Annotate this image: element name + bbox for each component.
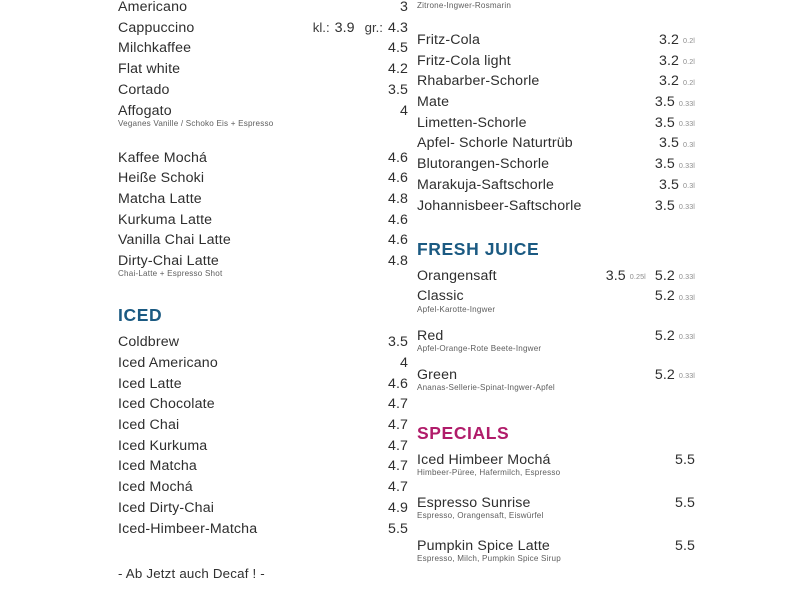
item-subtitle: Espresso, Milch, Pumpkin Spice Sirup: [417, 554, 561, 564]
item-subtitle: Apfel-Karotte-Ingwer: [417, 304, 496, 314]
decaf-footnote: - Ab Jetzt auch Decaf ! -: [118, 565, 265, 581]
spacer: [417, 482, 695, 496]
item-price: 3.5: [387, 334, 408, 351]
price-group: [388, 151, 408, 165]
price-group: [388, 418, 408, 432]
menu-item[interactable]: [118, 233, 408, 247]
item-name: Dirty-Chai Latte: [118, 253, 219, 270]
item-name: Heiße Schoki: [118, 170, 205, 187]
menu-item[interactable]: [417, 54, 695, 68]
item-name: Iced Kurkuma: [118, 437, 208, 454]
price-group: [388, 233, 408, 247]
item-price: 5.5: [674, 494, 695, 511]
item-subtitle: Himbeer-Püree, Hafermilch, Espresso: [417, 467, 561, 477]
item-volume: 0.3l: [683, 139, 695, 149]
item-name: Iced-Himbeer-Matcha: [118, 520, 258, 537]
price-small-group: [606, 269, 646, 283]
item-name: Milchkaffee: [118, 40, 192, 57]
menu-item[interactable]: [118, 459, 408, 473]
menu-item[interactable]: [118, 439, 408, 453]
item-name: Iced Americano: [118, 354, 218, 371]
size-small-label: kl.:: [312, 19, 330, 35]
price-group: [655, 95, 695, 109]
price-group: [400, 104, 408, 118]
item-price: 5.5: [387, 520, 408, 537]
coffee-top-list: [118, 0, 408, 129]
item-name: Rhabarber-Schorle: [417, 73, 540, 90]
menu-item[interactable]: [417, 95, 695, 109]
item-price: 3.5: [658, 135, 679, 152]
price-group: [655, 199, 695, 213]
price-group: [659, 54, 695, 68]
item-price: 3.5: [654, 156, 675, 173]
item-volume: 0.33l: [678, 160, 695, 170]
fresh-juice-list: [417, 269, 695, 393]
item-name: Blutorangen-Schorle: [417, 156, 550, 173]
item-volume: 0.3l: [683, 181, 695, 191]
spacer: [417, 525, 695, 539]
item-volume: 0.33l: [678, 202, 695, 212]
item-price: 4.6: [387, 170, 408, 187]
menu-item[interactable]: [118, 104, 408, 129]
price-group: [388, 377, 408, 391]
item-price: 4.7: [387, 437, 408, 454]
item-volume: 0.2l: [683, 57, 695, 67]
item-volume: 0.33l: [678, 371, 695, 381]
price-group: [388, 459, 408, 473]
item-name: Matcha Latte: [118, 191, 202, 208]
price-group: [388, 397, 408, 411]
item-price: 5.2: [654, 267, 675, 284]
price-group: [388, 480, 408, 494]
item-name: Espresso Sunrise: [417, 494, 531, 511]
item-subtitle: Apfel-Orange-Rote Beete-Ingwer: [417, 343, 542, 353]
specials-list: [417, 453, 695, 564]
item-volume: 0.33l: [678, 292, 695, 302]
price-group: [659, 33, 695, 47]
price-group: [388, 522, 408, 536]
menu-item[interactable]: [417, 74, 695, 88]
item-price: 4.5: [387, 40, 408, 57]
spacer: [118, 283, 408, 305]
menu-item[interactable]: [118, 418, 408, 432]
item-name: Vanilla Chai Latte: [118, 232, 231, 249]
item-price: 3.5: [387, 81, 408, 98]
item-price: 4.9: [387, 499, 408, 516]
item-volume: 0.33l: [678, 272, 695, 282]
item-volume: 0.33l: [678, 332, 695, 342]
menu-item[interactable]: [118, 480, 408, 494]
price-group: [659, 178, 695, 192]
item-name: Cortado: [118, 81, 170, 98]
section-title-iced: ICED: [118, 305, 163, 326]
column-gap: [408, 0, 415, 600]
price-group: [388, 501, 408, 515]
menu-item[interactable]: [118, 62, 408, 76]
menu-item[interactable]: [118, 41, 408, 55]
spacer: [118, 536, 408, 566]
item-name: Iced Latte: [118, 375, 182, 392]
item-name: Iced Chocolate: [118, 396, 215, 413]
menu-item[interactable]: [118, 377, 408, 391]
item-name: Affogato: [118, 102, 172, 119]
item-price: 4.6: [387, 149, 408, 166]
item-name: Marakuja-Saftschorle: [417, 176, 555, 193]
item-name: Flat white: [118, 61, 181, 78]
item-name: Fritz-Cola light: [417, 52, 511, 69]
dual-price-group: [313, 21, 408, 35]
price-large-group: [655, 269, 695, 283]
price-group: [388, 213, 408, 227]
item-price: 4: [400, 102, 408, 119]
menu-item[interactable]: [417, 453, 695, 478]
spacer: [417, 213, 695, 239]
price-group: [388, 41, 408, 55]
item-price: 5.2: [654, 327, 675, 344]
price-group: [388, 192, 408, 206]
item-name: Apfel- Schorle Naturtrüb: [417, 135, 573, 152]
item-name: Orangensaft: [417, 267, 497, 284]
price-group: [675, 496, 695, 510]
menu-item[interactable]: [118, 171, 408, 185]
menu-item[interactable]: [417, 368, 695, 393]
item-volume: 0.2l: [683, 36, 695, 46]
item-price: 3.5: [658, 176, 679, 193]
menu-item[interactable]: [417, 178, 695, 192]
spacer: [417, 397, 695, 423]
price-group: [388, 439, 408, 453]
item-price: 4: [400, 354, 408, 371]
price-large: [365, 21, 408, 35]
item-volume: 0.33l: [678, 119, 695, 129]
size-large-label: gr.:: [364, 19, 383, 35]
price-small: [313, 21, 355, 35]
menu-item[interactable]: [417, 289, 695, 314]
item-name: Limetten-Schorle: [417, 114, 527, 131]
item-name: Fritz-Cola: [417, 31, 480, 48]
menu-item[interactable]: [417, 199, 695, 213]
item-price: 4.7: [387, 479, 408, 496]
item-price: 3.2: [658, 52, 679, 69]
item-subtitle: Veganes Vanille / Schoko Eis + Espresso: [118, 118, 274, 128]
menu-item[interactable]: [417, 33, 695, 47]
price-group: [655, 289, 695, 303]
item-name: Iced Chai: [118, 417, 180, 434]
item-name: Cappuccino: [118, 19, 195, 36]
item-price: 3.5: [654, 197, 675, 214]
menu-item[interactable]: [118, 151, 408, 165]
price-group: [400, 0, 408, 14]
item-name: Green: [417, 366, 458, 383]
price-group: [388, 254, 408, 268]
item-volume-small: 0.25l: [629, 272, 646, 282]
item-name: Red: [417, 327, 444, 344]
price-group: [388, 62, 408, 76]
specialty-drinks-list: [118, 151, 408, 280]
menu-item[interactable]: [118, 213, 408, 227]
menu-item[interactable]: [417, 496, 695, 521]
size-large-price: 4.3: [387, 19, 408, 36]
menu-item[interactable]: [118, 83, 408, 97]
item-price: 5.2: [654, 288, 675, 305]
spacer: [417, 319, 695, 329]
item-subtitle: Chai-Latte + Espresso Shot: [118, 269, 223, 279]
item-name: Mate: [417, 94, 450, 110]
item-subtitle: Espresso, Orangensaft, Eiswürfel: [417, 511, 544, 520]
menu-item[interactable]: [118, 254, 408, 279]
item-price: 4.6: [387, 211, 408, 228]
item-price: 4.6: [387, 375, 408, 392]
item-price: 3.2: [658, 31, 679, 48]
item-price: 3: [400, 0, 408, 15]
item-price: 4.8: [387, 253, 408, 270]
iced-drinks-list: [118, 335, 408, 536]
item-price: 4.8: [387, 191, 408, 208]
price-group: [675, 453, 695, 467]
item-name: Johannisbeer-Saftschorle: [417, 197, 582, 214]
price-group: [655, 116, 695, 130]
item-name: Kaffee Mochá: [118, 149, 208, 166]
menu-item[interactable]: [417, 136, 695, 150]
price-group: [388, 83, 408, 97]
item-price: 3.2: [658, 73, 679, 90]
menu-item[interactable]: [118, 356, 408, 370]
menu-item[interactable]: [417, 157, 695, 171]
dual-price-group: [606, 269, 695, 283]
item-price: 4.7: [387, 396, 408, 413]
item-price: 4.6: [387, 232, 408, 249]
item-name: Classic: [417, 288, 464, 305]
menu-column-right: [417, 0, 695, 600]
price-group: [400, 356, 408, 370]
item-subtitle: Ananas-Sellerie-Spinat-Ingwer-Apfel: [417, 382, 555, 392]
cold-drinks-list: [417, 33, 695, 213]
menu-item[interactable]: [417, 116, 695, 130]
price-group: [388, 171, 408, 185]
spacer: [417, 11, 695, 33]
item-name: Kurkuma Latte: [118, 211, 213, 228]
menu-item[interactable]: [118, 0, 408, 14]
price-group: [655, 329, 695, 343]
price-group: [655, 157, 695, 171]
item-price: 4.7: [387, 417, 408, 434]
item-name: Iced Dirty-Chai: [118, 499, 215, 516]
item-price: 3.5: [654, 114, 675, 131]
item-volume: 0.33l: [678, 98, 695, 108]
item-price: 4.2: [387, 61, 408, 78]
menu-column-left: [118, 0, 408, 600]
cut-off-item-subtitle: Zitrone-Ingwer-Rosmarin: [417, 1, 512, 10]
item-name: Pumpkin Spice Latte: [417, 537, 550, 554]
section-title-fresh-juice: FRESH JUICE: [417, 238, 540, 259]
menu-item[interactable]: [118, 397, 408, 411]
item-price: 3.5: [654, 94, 675, 110]
price-group: [659, 74, 695, 88]
size-small-price: 3.9: [334, 19, 355, 36]
menu-item[interactable]: [118, 192, 408, 206]
menu-item[interactable]: [118, 501, 408, 515]
item-name: Iced Mochá: [118, 479, 193, 496]
menu-item[interactable]: [417, 539, 695, 564]
menu-item[interactable]: [118, 522, 408, 536]
section-title-specials: SPECIALS: [417, 422, 510, 443]
price-group: [659, 136, 695, 150]
menu-item[interactable]: [417, 329, 695, 354]
price-group: [655, 368, 695, 382]
item-name: Iced Matcha: [118, 458, 197, 475]
item-price-small: 3.5: [605, 267, 626, 284]
item-price: 5.5: [674, 537, 695, 554]
price-group: [675, 539, 695, 553]
item-name: Coldbrew: [118, 334, 180, 351]
price-group: [388, 335, 408, 349]
item-price: 5.2: [654, 366, 675, 383]
menu-item[interactable]: [417, 269, 695, 283]
item-price: 4.7: [387, 458, 408, 475]
spacer: [417, 358, 695, 368]
item-name: Iced Himbeer Mochá: [417, 451, 551, 468]
menu-item[interactable]: [118, 21, 408, 35]
menu-item[interactable]: [118, 335, 408, 349]
item-volume: 0.2l: [683, 77, 695, 87]
spacer: [118, 133, 408, 151]
item-name: Americano: [118, 0, 188, 15]
item-price: 5.5: [674, 451, 695, 468]
